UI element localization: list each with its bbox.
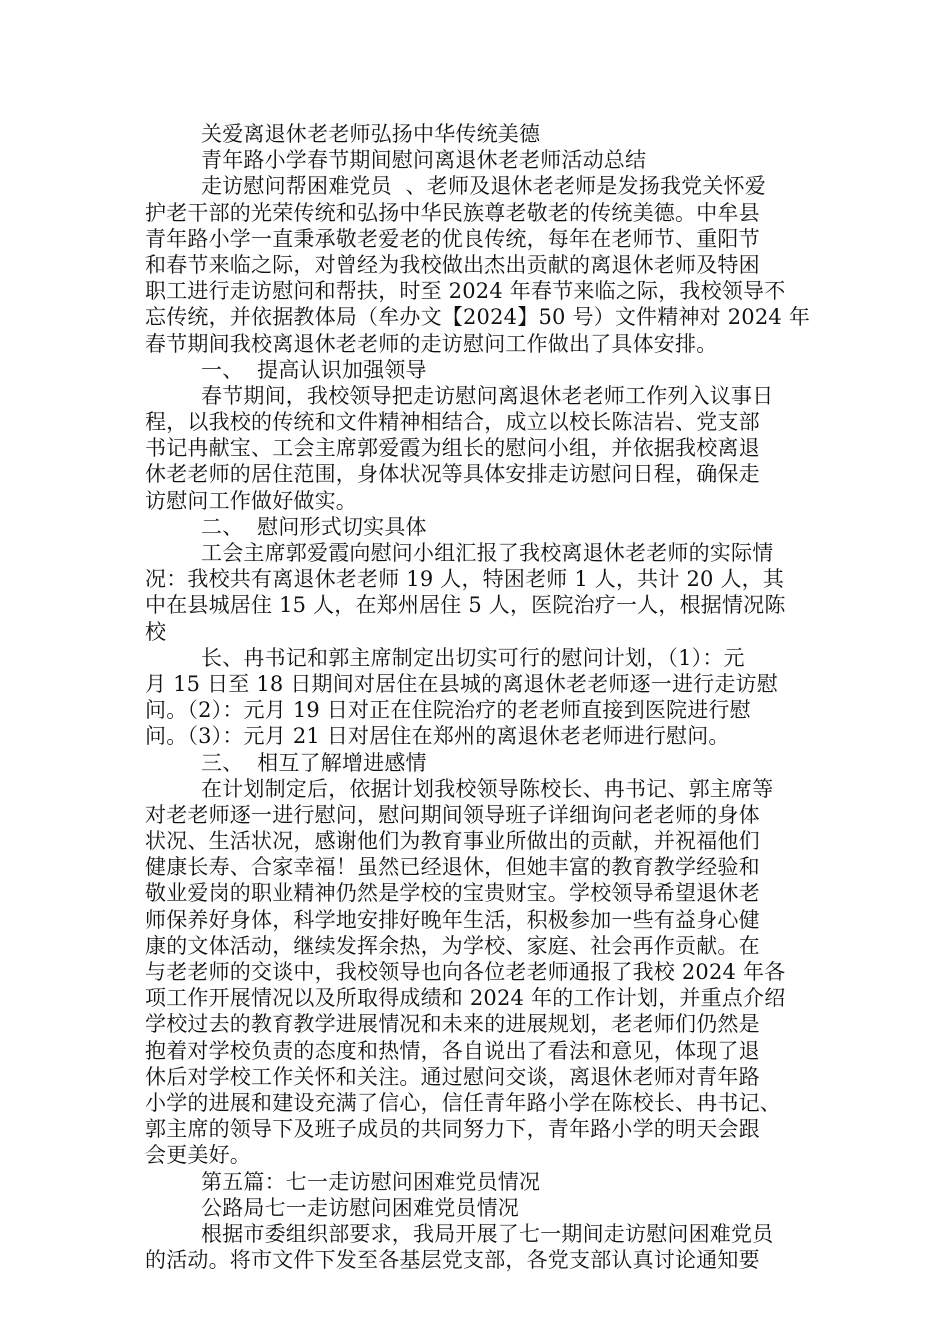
document-line: 青年路小学春节期间慰问离退休老老师活动总结 xyxy=(201,148,647,173)
document-line: 健康长寿、合家幸福！虽然已经退休，但她丰富的教育教学经验和 xyxy=(145,855,760,880)
document-line: 二、 慰问形式切实具体 xyxy=(201,514,427,539)
document-line: 状况、生活状况，感谢他们为教育事业所做出的贡献，并祝福他们 xyxy=(145,829,760,854)
document-line: 工会主席郭爱霞向慰问小组汇报了我校离退休老老师的实际情 xyxy=(201,541,774,565)
document-line: 问。（2）：元月 19 日对正在住院治疗的老老师直接到医院进行慰 xyxy=(145,698,751,723)
document-line: 项工作开展情况以及所取得成绩和 2024 年的工作计划，并重点介绍 xyxy=(145,986,786,1011)
document-line: 在计划制定后，依据计划我校领导陈校长、冉书记、郭主席等 xyxy=(201,776,774,801)
document-line: 长、冉书记和郭主席制定出切实可行的慰问计划，（1）：元 xyxy=(201,645,745,670)
document-line: 对老老师逐一进行慰问，慰问期间领导班子详细询问老老师的身体 xyxy=(145,802,760,827)
document-line: 青年路小学一直秉承敬老爱老的优良传统，每年在老师节、重阳节 xyxy=(145,226,760,251)
document-line: 忘传统，并依据教体局（牟办文【2024】50 号）文件精神对 2024 年 xyxy=(145,305,811,330)
document-line: 一、 提高认识加强领导 xyxy=(201,357,427,382)
document-line: 关爱离退休老老师弘扬中华传统美德 xyxy=(201,122,541,146)
document-line: 春节期间我校离退休老老师的走访慰问工作做出了具体安排。 xyxy=(145,331,718,356)
document-line: 与老老师的交谈中，我校领导也向各位老老师通报了我校 2024 年各 xyxy=(145,960,786,984)
document-line: 月 15 日至 18 日期间对居住在县城的离退休老老师逐一进行走访慰 xyxy=(145,671,778,696)
document-line: 康的文体活动，继续发挥余热，为学校、家庭、社会再作贡献。在 xyxy=(145,933,760,958)
document-line: 师保养好身体，科学地安排好晚年生活，积极参加一些有益身心健 xyxy=(145,907,760,932)
document-line: 和春节来临之际，对曾经为我校做出杰出贡献的离退休老师及特困 xyxy=(145,252,760,277)
document-line: 书记冉献宝、工会主席郭爱霞为组长的慰问小组，并依据我校离退 xyxy=(145,436,760,461)
document-line: 校 xyxy=(145,619,167,644)
document-line: 郭主席的领导下及班子成员的共同努力下，青年路小学的明天会跟 xyxy=(145,1117,760,1142)
document-line: 访慰问工作做好做实。 xyxy=(145,488,357,513)
document-line: 休后对学校工作关怀和关注。通过慰问交谈，离退休老师对青年路 xyxy=(145,1064,760,1089)
document-line: 休老老师的居住范围，身体状况等具体安排走访慰问日程，确保走 xyxy=(145,462,760,487)
document-line: 护老干部的光荣传统和弘扬中华民族尊老敬老的传统美德。中牟县 xyxy=(145,200,760,225)
document-line: 小学的进展和建设充满了信心，信任青年路小学在陈校长、冉书记、 xyxy=(145,1090,781,1115)
document-line: 程，以我校的传统和文件精神相结合，成立以校长陈洁岩、党支部 xyxy=(145,410,760,435)
document-line: 学校过去的教育教学进展情况和未来的进展规划，老老师们仍然是 xyxy=(145,1012,760,1037)
document-line: 会更美好。 xyxy=(145,1143,251,1168)
document-line: 中在县城居住 15 人，在郑州居住 5 人，医院治疗一人，根据情况陈 xyxy=(145,593,786,618)
document-body xyxy=(145,121,815,1273)
document-line: 根据市委组织部要求，我局开展了七一期间走访慰问困难党员 xyxy=(201,1221,774,1246)
document-line: 春节期间，我校领导把走访慰问离退休老老师工作列入议事日 xyxy=(201,383,774,408)
document-line: 职工进行走访慰问和帮扶，时至 2024 年春节来临之际，我校领导不 xyxy=(145,279,786,304)
document-line: 抱着对学校负责的态度和热情，各自说出了看法和意见，体现了退 xyxy=(145,1038,760,1063)
document-line: 公路局七一走访慰问困难党员情况 xyxy=(201,1195,519,1220)
document-line: 第五篇：七一走访慰问困难党员情况 xyxy=(201,1169,541,1194)
document-line: 敬业爱岗的职业精神仍然是学校的宝贵财宝。学校领导希望退休老 xyxy=(145,881,760,906)
document-line: 问。（3）：元月 21 日对居住在郑州的离退休老老师进行慰问。 xyxy=(145,724,730,749)
document-line: 况：我校共有离退休老老师 19 人，特困老师 1 人，共计 20 人，其 xyxy=(145,567,785,592)
document-line: 的活动。将市文件下发至各基层党支部，各党支部认真讨论通知要 xyxy=(145,1248,760,1273)
document-line: 三、 相互了解增进感情 xyxy=(201,750,427,775)
document-line: 走访慰问帮困难党员 、老师及退休老老师是发扬我党关怀爱 xyxy=(201,174,766,199)
